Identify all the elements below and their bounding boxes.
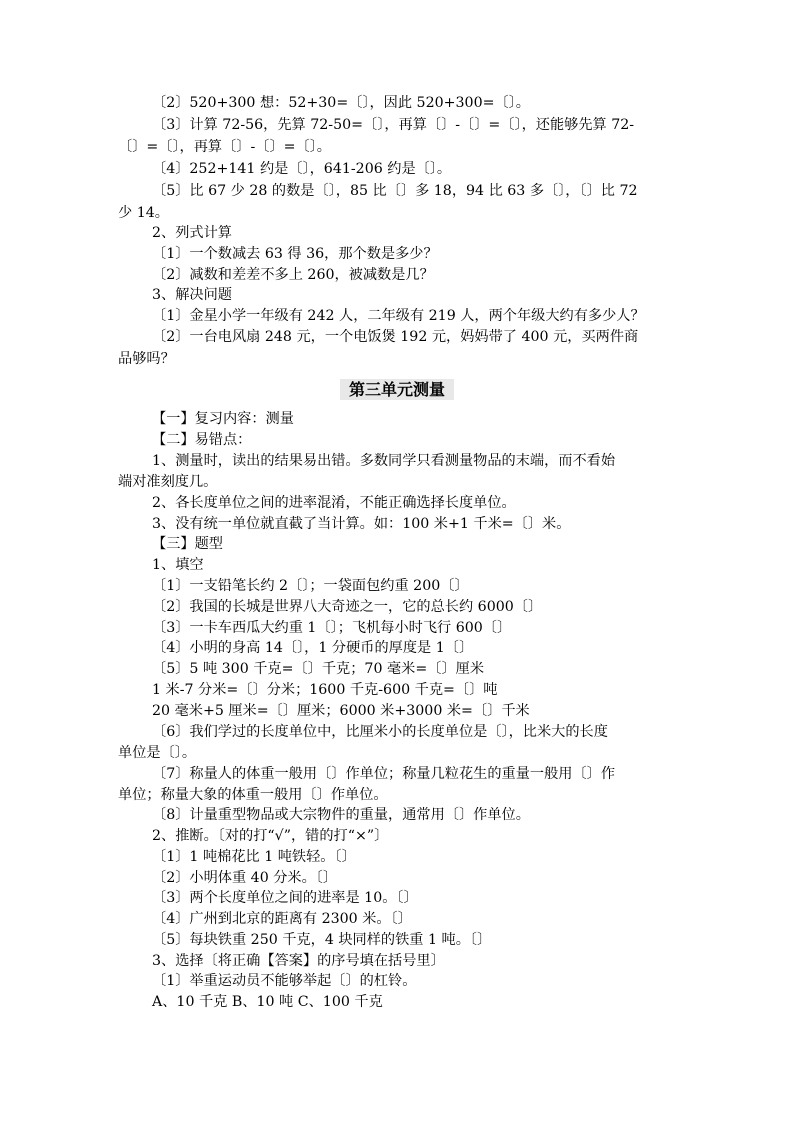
section-heading: 1、填空 xyxy=(152,557,204,573)
text-line: 〔2〕减数和差差不多上 260，被减数是几？ xyxy=(152,267,434,283)
text-line: 端对准刻度几。 xyxy=(118,474,218,490)
text-line: 少 14。 xyxy=(118,205,169,221)
text-line: 〔1〕举重运动员不能够举起〔〕的杠铃。 xyxy=(152,973,417,989)
text-line: 〔8〕计量重型物品或大宗物件的重量，通常用〔〕作单位。 xyxy=(152,807,530,823)
text-line: 〔5〕5 吨 300 千克=〔〕千克；70 毫米=〔〕厘米 xyxy=(152,661,485,677)
text-line: 品够吗？ xyxy=(118,351,175,367)
text-line: 〔2〕小明体重 40 分米。〔〕 xyxy=(152,870,338,886)
text-line: 〔4〕252+141 约是〔〕，641-206 约是〔〕。 xyxy=(152,161,452,177)
text-line: A、10 千克 B、10 吨 C、100 千克 xyxy=(152,994,383,1010)
text-line: 1、测量时，读出的结果易出错。多数同学只看测量物品的末端，而不看始 xyxy=(152,453,616,469)
text-line: 〔7〕称量人的体重一般用〔〕作单位；称量几粒花生的重量一般用〔〕作 xyxy=(152,766,616,782)
text-line: 〔〕=〔〕，再算〔〕-〔〕=〔〕。 xyxy=(118,139,331,155)
text-line: 〔2〕520+300 想：52+30=〔〕，因此 520+300=〔〕。 xyxy=(152,95,530,111)
text-line: 〔2〕一台电风扇 248 元，一个电饭煲 192 元，妈妈带了 400 元，买两件商 xyxy=(152,329,639,345)
text-line: 〔4〕小明的身高 14〔〕，1 分硬币的厚度是 1〔〕 xyxy=(152,640,474,656)
text-line: 〔1〕金星小学一年级有 242 人，二年级有 219 人，两个年级大约有多少人？ xyxy=(152,308,645,324)
text-line: 【一】复习内容：测量 xyxy=(152,411,294,427)
text-line: 【三】题型 xyxy=(152,536,223,552)
text-line: 3、没有统一单位就直截了当计算。如：100 米+1 千米=〔〕米。 xyxy=(152,516,571,532)
text-line: 〔1〕1 吨棉花比 1 吨铁轻。〔〕 xyxy=(152,849,356,865)
text-line: 1 米-7 分米=〔〕分米；1600 千克-600 千克=〔〕吨 xyxy=(152,682,498,698)
text-line: 〔6〕我们学过的长度单位中，比厘米小的长度单位是〔〕，比米大的长度 xyxy=(152,724,608,740)
text-line: 〔3〕计算 72-56，先算 72-50=〔〕，再算〔〕-〔〕=〔〕，还能够先算 72- xyxy=(152,117,635,133)
text-line: 【二】易错点： xyxy=(152,432,252,448)
text-line: 〔3〕两个长度单位之间的进率是 10。〔〕 xyxy=(152,890,418,906)
text-line: 〔4〕广州到北京的距离有 2300 米。〔〕 xyxy=(152,911,412,927)
unit-title: 第三单元测量 xyxy=(340,379,454,400)
text-line: 20 毫米+5 厘米=〔〕厘米；6000 米+3000 米=〔〕千米 xyxy=(152,703,530,719)
text-line: 〔2〕我国的长城是世界八大奇迹之一，它的总长约 6000〔〕 xyxy=(152,599,543,615)
text-line: 单位；称量大象的体重一般用〔〕作单位。 xyxy=(118,787,388,803)
section-heading: 2、推断。〔对的打“√”，错的打“×”〕 xyxy=(152,828,389,844)
text-line: 〔5〕每块铁重 250 千克，4 块同样的铁重 1 吨。〔〕 xyxy=(152,932,492,948)
section-heading: 2、列式计算 xyxy=(152,225,232,241)
text-line: 〔3〕一卡车西瓜大约重 1〔〕；飞机每小时飞行 600〔〕 xyxy=(152,620,512,636)
section-heading: 3、解决问题 xyxy=(152,287,232,303)
text-line: 〔5〕比 67 少 28 的数是〔〕，85 比〔〕多 18，94 比 63 多〔〕，〔〕比 72 xyxy=(152,183,638,199)
text-line: 〔1〕一支铅笔长约 2〔〕；一袋面包约重 200〔〕 xyxy=(152,578,469,594)
text-line: 2、各长度单位之间的进率混淆，不能正确选择长度单位。 xyxy=(152,495,516,511)
text-line: 〔1〕一个数减去 63 得 36，那个数是多少？ xyxy=(152,246,438,262)
section-heading: 3、选择〔将正确【答案】的序号填在括号里〕 xyxy=(152,953,445,969)
text-line: 单位是〔〕。 xyxy=(118,745,197,761)
